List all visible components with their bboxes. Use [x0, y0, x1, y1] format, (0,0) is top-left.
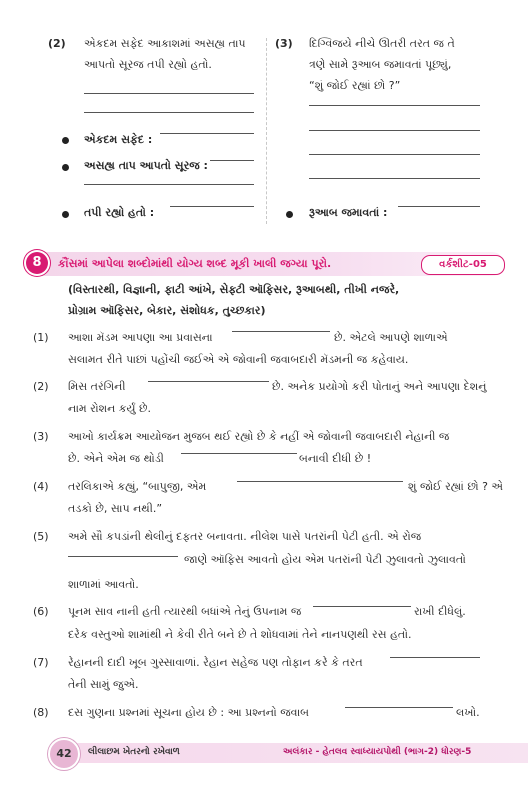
blank-line [237, 481, 403, 482]
question-text: આશા મૅડમ આપણા આ પ્રવાસના [68, 331, 213, 344]
question-number: (8) [33, 706, 49, 719]
question-text: પૂનમ સાવ નાની હતી ત્યારથી બધાંએ તેનું ઉપનામ જ [68, 605, 302, 618]
question-text: તડકો છે, સાપ નથી.” [68, 502, 163, 515]
question-text: છે. એને એમ જ થોડી [68, 452, 164, 465]
question-text: મિસ તરંગિની [68, 380, 126, 393]
answer-line [84, 93, 254, 94]
section-title: કૌંસમાં આપેલા શબ્દોમાંથી યોગ્ય શબ્દ મૂકી ખાલી જગ્યા પૂરો. [58, 257, 332, 270]
blank-line [390, 657, 480, 658]
word-options: (વિસ્તારથી, વિજ્ઞાની, ફાટી આંખે, સેફ્ટી ઑફિસર, રૂઆબથી, તીખી નજરે, [68, 283, 400, 296]
page-number: 42 [48, 738, 80, 770]
question-text: બનાવી દીધી છે ! [299, 452, 372, 465]
question-text: તરલિકાએ કહ્યું, “બાપુજી, એમ [68, 480, 207, 493]
question-text: “શું જોઈ રહ્યાં છો ?” [309, 79, 401, 92]
question-number: (2) [33, 380, 49, 393]
question-text: શું જોઈ રહ્યાં છો ? એ [408, 480, 504, 493]
question-number: (1) [33, 331, 49, 344]
bullet-icon [62, 137, 69, 144]
question-text: એકદમ સફેદ આકાશમાં અસહ્ય તાપ [84, 37, 246, 50]
bullet-label: અસહ્ય તાપ આપતો સૂરજ : [84, 159, 208, 172]
blank-line [345, 707, 453, 708]
blank-line [313, 606, 411, 607]
question-text: નામ રોશન કર્યું છે. [68, 402, 152, 415]
column-divider [266, 38, 267, 224]
bullet-icon [286, 211, 293, 218]
question-number: (2) [48, 37, 66, 50]
answer-line [210, 160, 254, 161]
bullet-icon [62, 211, 69, 218]
blank-line [181, 453, 297, 454]
question-text: આપતો સૂરજ તપી રહ્યો હતો. [84, 58, 212, 71]
bullet-icon [62, 164, 69, 171]
answer-line [309, 105, 480, 106]
answer-line [309, 130, 480, 131]
question-text: અમે સૌ કપડાંની થેલીનું દફતર બનાવતા. નીલેશ પાસે પતરાંની પેટી હતી. એ રોજ [68, 530, 422, 543]
answer-line [84, 112, 254, 113]
answer-line [160, 133, 254, 134]
question-number: (6) [33, 605, 49, 618]
question-text: તેની સામું જુએ. [68, 678, 139, 691]
question-text: રેહાનની દાદી ખૂબ ગુસ્સાવાળાં. રેહાન સહેજ પણ તોફાન કરે કે તરત [68, 656, 363, 669]
footer-chapter-title: લીલાછમ ખેતરનો રખેવાળ [88, 747, 180, 757]
blank-line [148, 381, 269, 382]
question-text: દરેક વસ્તુઓ શામાંથી ને કેવી રીતે બને છે તે શોધવામાં તેને નાનપણથી રસ હતો. [68, 628, 412, 641]
question-text: સલામત રીતે પાછાં પહોંચી જઈએ એ જોવાની જવાબદારી મૅડમની જ કહેવાય. [68, 353, 409, 366]
question-text: છે. અનેક પ્રયોગો કરી પોતાનું અને આપણા દેશનું [272, 380, 487, 393]
question-text: આખો કાર્યક્રમ આયોજન મુજબ થઈ રહ્યો છે કે નહીં એ જોવાની જવાબદારી નેહાની જ [68, 430, 450, 443]
question-text: શાળામાં આવતો. [68, 578, 139, 591]
blank-line [68, 556, 178, 557]
answer-line [309, 178, 480, 179]
question-number: (7) [33, 656, 49, 669]
answer-line [309, 154, 480, 155]
answer-line [398, 206, 480, 207]
footer-book-title: અલંકાર - હેતલવ સ્વાધ્યાયપોથી (ભાગ-2) ધોરણ-5 [283, 747, 472, 757]
bullet-label: એકદમ સફેદ : [84, 133, 153, 146]
bullet-label: રૂઆબ જમાવતાં : [309, 206, 388, 219]
question-text: છે. એટલે આપણે શાળાએ [334, 331, 448, 344]
question-number: (3) [275, 37, 293, 50]
word-options: પ્રોગ્રામ ઑફિસર, બેકાર, સંશોધક, તુચ્છકાર) [68, 304, 266, 317]
worksheet-badge: વર્કશીટ-05 [421, 255, 505, 275]
question-number: (3) [33, 430, 49, 443]
question-text: જાણે ઑફિસ આવતો હોય એમ પતરાંની પેટી ઝુલાવતો ઝુલાવતો [184, 553, 466, 566]
blank-line [232, 331, 330, 332]
section-number-badge: 8 [26, 252, 48, 274]
question-text: લખો. [456, 706, 480, 719]
question-number: (5) [33, 530, 49, 543]
bullet-label: તપી રહ્યો હતો : [84, 206, 155, 219]
answer-line [170, 206, 254, 207]
question-text: દસ ગુણના પ્રશ્નમાં સૂચના હોય છે : આ પ્રશ્નનો જવાબ [68, 706, 309, 719]
question-text: ત્રણે સામે રૂઆબ જમાવતાં પૂછ્યું, [309, 58, 452, 71]
question-text: દિગ્વિજયે નીચે ઊતરી તરત જ તે [309, 37, 455, 50]
answer-line [84, 184, 254, 185]
question-text: રાખી દીધેલું. [414, 605, 466, 618]
question-number: (4) [33, 480, 49, 493]
